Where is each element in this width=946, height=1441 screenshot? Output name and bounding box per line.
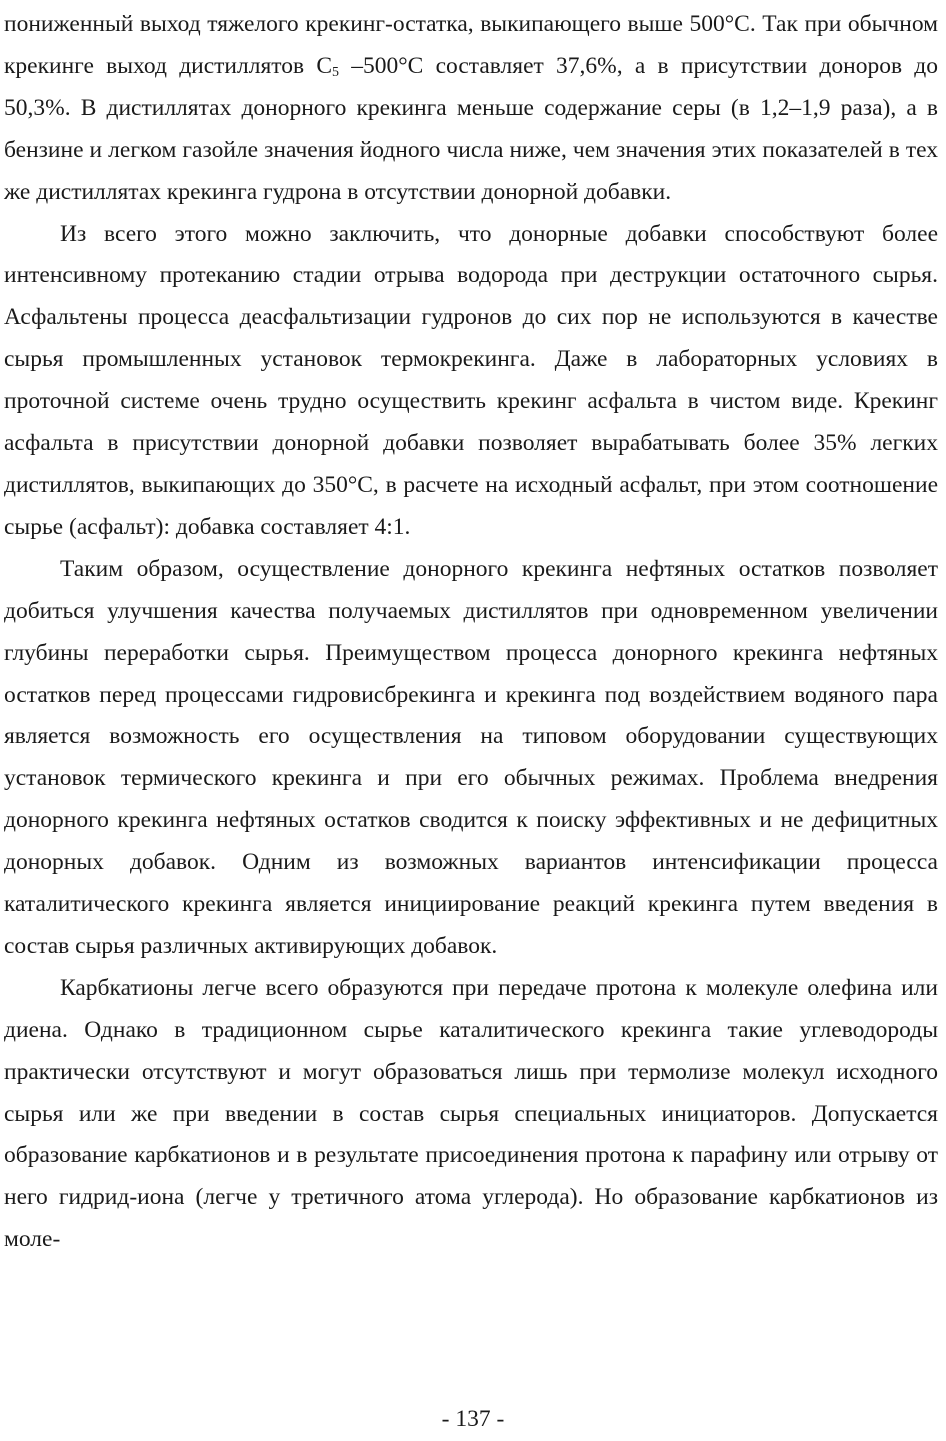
page-number: - 137 - <box>441 1406 505 1432</box>
paragraph-1-text-start: пониженный выход тяжелого крекинг-остатка, выкипающего выше 500°С. Так при обычном крекинге выход дистиллятов С <box>4 11 938 79</box>
paragraph-2: Из всего этого можно заключить, что донорные добавки способствуют более интенсивному протеканию стадии отрыва водорода при деструкции остаточного сырья. Асфальтены процесса деасфальтизации гудронов до сих пор не используются в качестве сырья промышленных установок термокрекинга. Даже в лабораторных условиях в проточной системе очень трудно осуществить крекинг асфальта в чистом виде. Крекинг асфальта в присутствии донорной добавки позволяет вырабатывать более 35% легких дистиллятов, выкипающих до 350°С, в расчете на исходный асфальт, при этом соотношение сырье (асфальт): добавка составляет 4:1. <box>4 220 938 540</box>
paragraph-4: Карбкатионы легче всего образуются при передаче протона к молекуле олефина или диена. Однако в традиционном сырье каталитического крекинга такие углеводороды практически отсутствуют и могут образоваться лишь при термолизе молекул исходного сырья или же при введении в состав сырья специальных инициаторов. Допускается образование карбкатионов и в результате присоединения протона к парафину или отрыву от него гидрид-иона (легче у третичного атома углерода). Но образование карбкатионов из моле- <box>4 974 938 1253</box>
paragraph-1 <box>4 4 938 214</box>
paragraph-1-text-end: –500°С составляет 37,6%, а в присутствии доноров до 50,3%. В дистиллятах донорного крекинга меньше содержание серы (в 1,2–1,9 раза), а в бензине и легком газойле значения йодного числа ниже, чем значения этих показателей в тех же дистиллятах крекинга гудрона в отсутствии донорной добавки. <box>4 52 938 205</box>
subscript-c5: 5 <box>332 64 339 80</box>
document-body <box>4 4 938 1261</box>
paragraph-3: Таким образом, осуществление донорного крекинга нефтяных остатков позволяет добиться улучшения качества получаемых дистиллятов при одновременном увеличении глубины переработки сырья. Преимуществом процесса донорного крекинга нефтяных остатков перед процессами гидровисбрекинга и крекинга под воздействием водяного пара является возможность его осуществления на типовом оборудовании существующих установок термического крекинга и при его обычных режимах. Проблема внедрения донорного крекинга нефтяных остатков сводится к поиску эффективных и не дефицитных донорных добавок. Одним из возможных вариантов интенсификации процесса каталитического крекинга является инициирование реакций крекинга путем введения в состав сырья различных активирующих добавок. <box>4 555 938 959</box>
